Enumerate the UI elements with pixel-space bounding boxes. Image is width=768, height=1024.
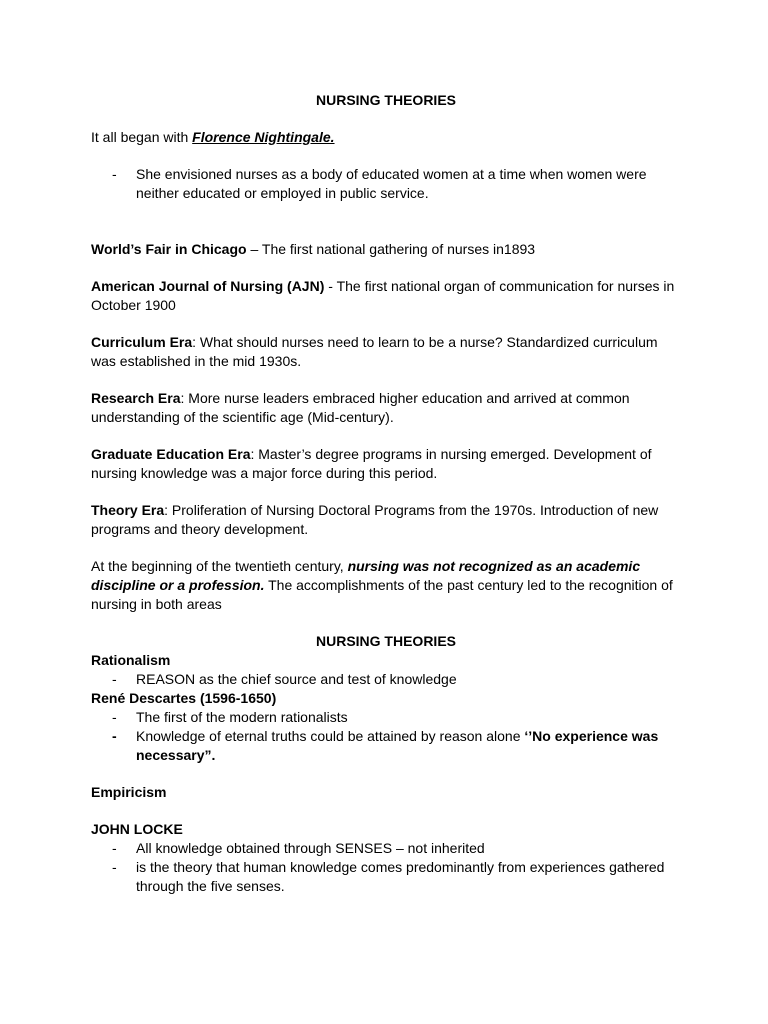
closing-emphasis: nursing was not recognized as an academic discipline or a profession.: [91, 558, 641, 593]
intro-bullet: [91, 165, 681, 203]
intro-prefix: It all began with: [91, 129, 193, 145]
descartes-bullet-2-emphasis: ‘’No experience was necessary”.: [136, 728, 659, 763]
intro-emphasis: Florence Nightingale.: [192, 129, 335, 145]
entry-curriculum-era: [91, 333, 681, 371]
entry-research-era: [91, 389, 681, 427]
entry-text: - The first national organ of communication for nurses in October 1900: [91, 278, 675, 313]
locke-bullet-1-text: All knowledge obtained through SENSES – not inherited: [136, 840, 485, 856]
locke-bullet-1: [91, 839, 681, 858]
entry-term: World’s Fair in Chicago: [91, 241, 247, 257]
entry-worlds-fair: [91, 240, 681, 259]
bullet-dash: -: [112, 728, 117, 744]
bullet-dash: -: [112, 840, 117, 856]
entry-text: – The first national gathering of nurses in1893: [246, 241, 536, 257]
descartes-bullet-2-prefix: Knowledge of eternal truths could be attained by reason alone: [136, 728, 525, 744]
descartes-bullet-2: [91, 727, 681, 765]
section-title: NURSING THEORIES: [315, 633, 456, 649]
entry-term: Research Era: [91, 390, 181, 406]
intro-bullet-text: She envisioned nurses as a body of educated women at a time when women were neither educated or employed in public service.: [136, 166, 647, 201]
bullet-dash: -: [112, 671, 117, 687]
entry-term: Theory Era: [91, 502, 165, 518]
bullet-dash: -: [112, 166, 117, 182]
intro-paragraph: [91, 128, 681, 147]
entry-text: : More nurse leaders embraced higher education and arrived at common understanding of the scientific age (Mid-century).: [91, 390, 630, 425]
entry-theory-era: [91, 501, 681, 539]
bullet-dash: -: [112, 709, 117, 725]
descartes-heading: René Descartes (1596-1650): [91, 690, 277, 706]
entry-graduate-education-era: [91, 445, 681, 483]
entry-term: American Journal of Nursing (AJN): [91, 278, 325, 294]
rationalism-bullet-text: REASON as the chief source and test of knowledge: [136, 671, 457, 687]
entry-text: : Master’s degree programs in nursing emerged. Development of nursing knowledge was a major force during this period.: [91, 446, 652, 481]
locke-heading: JOHN LOCKE: [91, 821, 183, 837]
document-title: NURSING THEORIES: [315, 92, 456, 108]
closing-paragraph: [91, 557, 681, 614]
entry-text: : What should nurses need to learn to be a nurse? Standardized curriculum was established in the mid 1930s.: [91, 334, 658, 369]
entry-term: Curriculum Era: [91, 334, 193, 350]
rationalism-bullet: [91, 670, 681, 689]
closing-prefix: At the beginning of the twentieth century,: [91, 558, 348, 574]
locke-bullet-2: [91, 858, 681, 896]
entry-text: : Proliferation of Nursing Doctoral Programs from the 1970s. Introduction of new programs and theory development.: [91, 502, 659, 537]
rationalism-heading: Rationalism: [91, 652, 171, 668]
bullet-dash: -: [112, 859, 117, 875]
descartes-bullet-1-text: The first of the modern rationalists: [136, 709, 348, 725]
closing-suffix: The accomplishments of the past century led to the recognition of nursing in both areas: [91, 577, 673, 612]
empiricism-heading: Empiricism: [91, 784, 167, 800]
locke-bullet-2-text: is the theory that human knowledge comes predominantly from experiences gathered through the five senses.: [136, 859, 665, 894]
descartes-bullet-1: [91, 708, 681, 727]
entry-term: Graduate Education Era: [91, 446, 251, 462]
document-page: [91, 91, 681, 896]
entry-ajn: [91, 277, 681, 315]
